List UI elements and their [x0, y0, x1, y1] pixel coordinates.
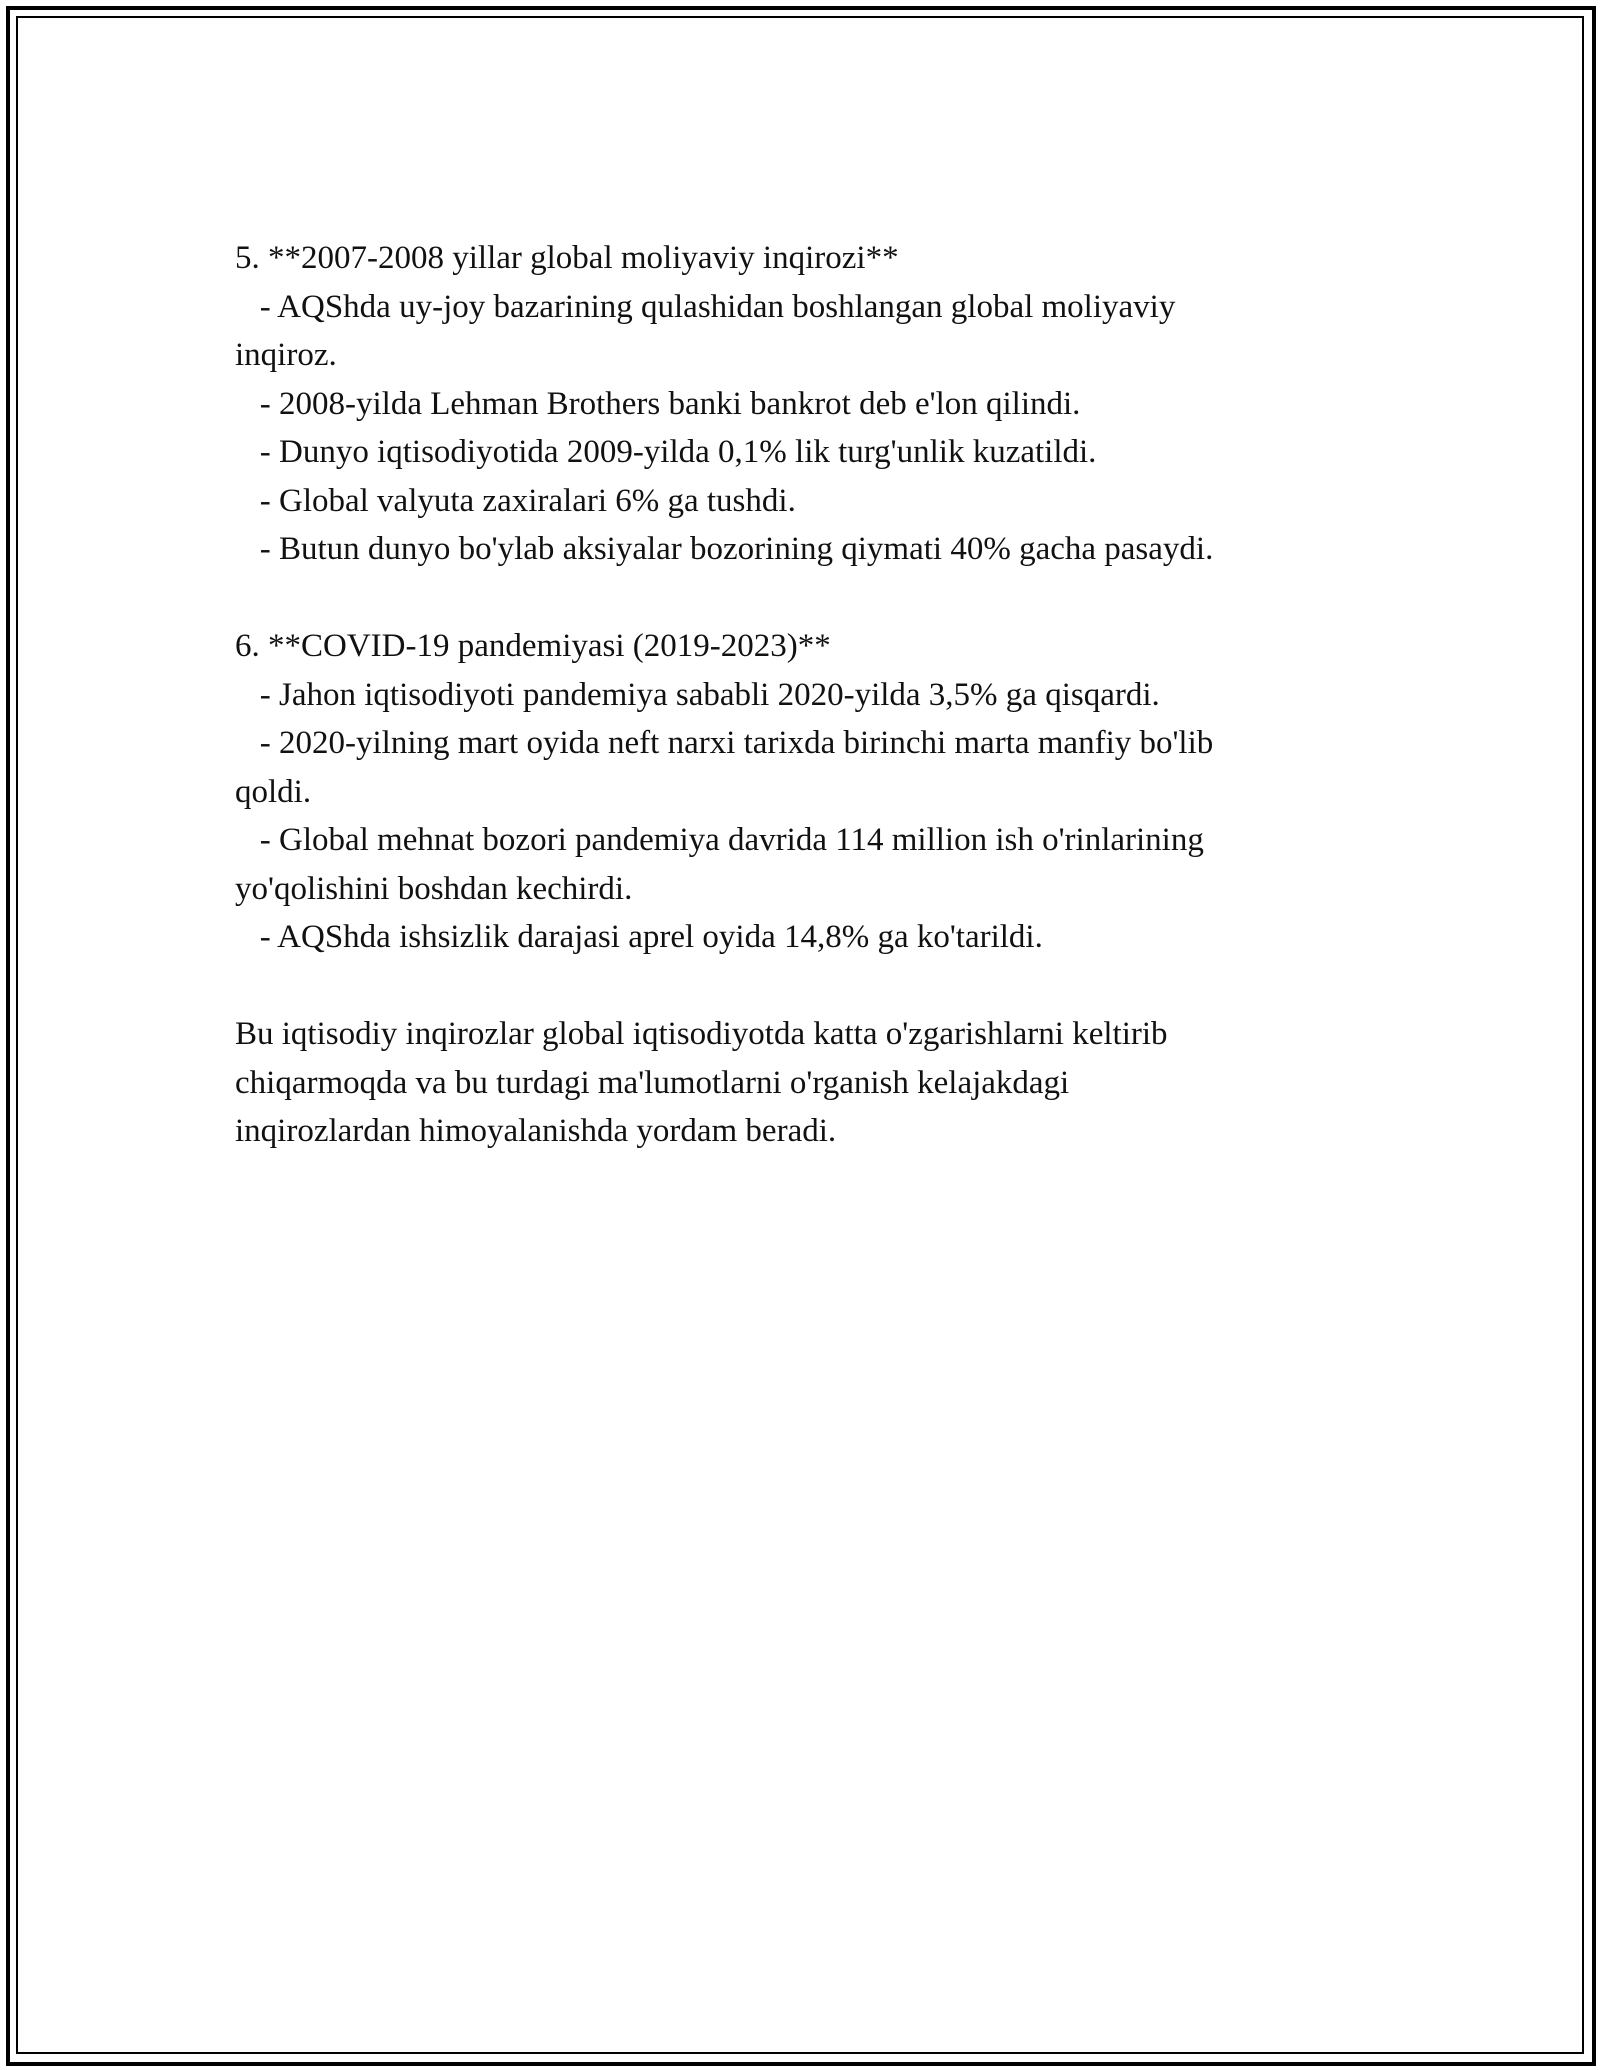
- conclusion-paragraph: [235, 1010, 1365, 1156]
- bullet-item: [235, 380, 1365, 429]
- bullet-item: [235, 913, 1365, 962]
- bullet-line: yo'qolishini boshdan kechirdi.: [235, 870, 633, 907]
- paragraph-gap: [235, 574, 1365, 623]
- paragraph-gap: [235, 962, 1365, 1011]
- bullet-item: [235, 671, 1365, 720]
- section-heading: 6. **COVID-19 pandemiyasi (2019-2023)**: [235, 628, 831, 664]
- bullet-item: [235, 719, 1365, 816]
- bullet-line: - 2020-yilning mart oyida neft narxi tarixda birinchi marta manfiy bo'lib: [235, 725, 1214, 761]
- bullet-line: qoldi.: [235, 773, 312, 810]
- section-covid-19-pandemic: [235, 622, 1365, 962]
- paragraph-line: inqirozlardan himoyalanishda yordam beradi.: [235, 1113, 837, 1149]
- bullet-item: [235, 283, 1365, 380]
- bullet-item: [235, 525, 1365, 574]
- document-body: [235, 234, 1365, 1156]
- bullet-line: inqiroz.: [235, 337, 337, 373]
- paragraph-line: Bu iqtisodiy inqirozlar global iqtisodiyotda katta o'zgarishlarni keltirib: [235, 1016, 1168, 1052]
- bullet-line: - AQShda uy-joy bazarining qulashidan boshlangan global moliyaviy: [235, 288, 1176, 325]
- bullet-item: [235, 477, 1365, 526]
- bullet-line: - 2008-yilda Lehman Brothers banki bankrot deb e'lon qilindi.: [235, 385, 1081, 422]
- bullet-line: - Dunyo iqtisodiyotida 2009-yilda 0,1% lik turg'unlik kuzatildi.: [235, 434, 1097, 470]
- paragraph-line: chiqarmoqda va bu turdagi ma'lumotlarni o'rganish kelajakdagi: [235, 1064, 1070, 1101]
- bullet-item: [235, 428, 1365, 477]
- bullet-line: - Global mehnat bozori pandemiya davrida 114 million ish o'rinlarining: [235, 822, 1204, 858]
- bullet-line: - Global valyuta zaxiralari 6% ga tushdi.: [235, 482, 796, 519]
- bullet-line: - Jahon iqtisodiyoti pandemiya sababli 2020-yilda 3,5% ga qisqardi.: [235, 676, 1160, 713]
- bullet-item: [235, 816, 1365, 913]
- section-2007-2008-crisis: [235, 234, 1365, 574]
- bullet-line: - AQShda ishsizlik darajasi aprel oyida 14,8% ga ko'tarildi.: [235, 919, 1043, 955]
- bullet-line: - Butun dunyo bo'ylab aksiyalar bozorining qiymati 40% gacha pasaydi.: [235, 531, 1214, 567]
- section-heading: 5. **2007-2008 yillar global moliyaviy inqirozi**: [235, 240, 899, 276]
